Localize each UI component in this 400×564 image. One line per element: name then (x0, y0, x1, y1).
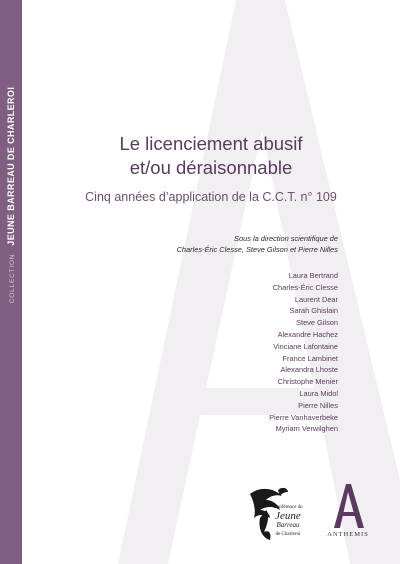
author-name: Pierre Vanhaverbeke (269, 412, 338, 422)
author-name: Alexandra Lhoste (280, 365, 338, 375)
publisher-name: ANTHEMIS (327, 531, 369, 538)
author-name: Laura Midol (299, 388, 338, 398)
author-name: France Lambinet (282, 353, 338, 363)
book-subtitle: Cinq années d’application de la C.C.T. n° 109 (85, 190, 337, 204)
jeune-barreau-logo (268, 503, 308, 539)
letter-a-logo-icon (330, 484, 366, 528)
spine-label (6, 87, 16, 303)
jb-line-2: Jeune (275, 510, 301, 522)
title-line-1: Le licenciement abusif (119, 133, 303, 154)
direction-line-2: Charles-Éric Clesse, Steve Gilson et Pierre Nilles (176, 245, 338, 254)
collection-label: COLLECTION (9, 253, 16, 304)
series-name: JEUNE BARREAU DE CHARLEROI (6, 86, 16, 246)
scientific-direction (177, 233, 338, 255)
jb-line-3: Barreau (276, 521, 300, 529)
author-list (269, 270, 338, 435)
author-name: Steve Gilson (296, 318, 338, 328)
spine-band (0, 0, 22, 564)
author-name: Charles-Éric Clesse (272, 282, 338, 292)
author-name: Christophe Menier (277, 377, 338, 387)
author-name: Pierre Nilles (298, 400, 338, 410)
direction-line-1: Sous la direction scientifique de (234, 234, 338, 243)
book-title (22, 132, 400, 180)
jb-line-4: de Charleroi (275, 532, 301, 537)
author-name: Laurent Dear (294, 294, 338, 304)
jb-line-1: Conférence du (273, 505, 303, 510)
author-name: Alexandre Hachez (277, 329, 338, 339)
author-name: Laura Bertrand (288, 271, 338, 280)
title-line-2: et/ou déraisonnable (129, 157, 293, 178)
author-name: Vinciane Lafontaine (273, 341, 338, 351)
author-name: Myriam Verwilghen (275, 424, 338, 434)
author-name: Sarah Ghislain (289, 306, 338, 316)
